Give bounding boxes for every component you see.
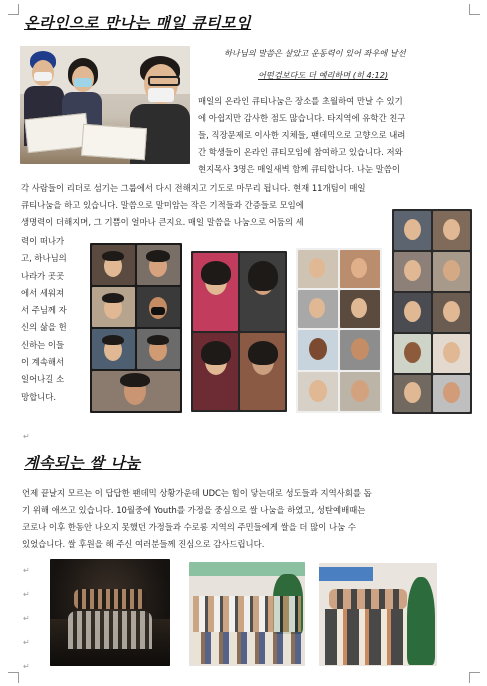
side-line: 일어나길 소 [21, 374, 65, 385]
intro-line: 들, 직장문제로 이사한 지체들, 팬데믹으로 고향으로 내려 [198, 129, 406, 140]
paragraph-mark: ↵ [23, 638, 30, 647]
paragraph-mark: ↵ [23, 614, 30, 623]
side-line: 망합니다. [21, 391, 57, 402]
rice-distribution-photo-2 [319, 563, 437, 666]
paragraph-line: 기 위해 애쓰고 있습니다. 10월중에 Youth를 가정을 중심으로 쌀 나눔을 하였고, 성탄예배때는 [22, 504, 366, 515]
side-line: 이 계속해서 [21, 357, 65, 368]
paragraph-mark: ↵ [23, 590, 30, 599]
intro-line: 매일의 온라인 큐티나눔은 장소를 초월하여 만날 수 있기 [198, 96, 403, 106]
video-call-collage-2 [191, 251, 287, 412]
paragraph-line: 있었습니다. 쌀 후원을 해 주신 여러분들께 진심으로 감사드립니다. [22, 538, 265, 549]
video-call-collage-1 [90, 243, 182, 413]
rice-distribution-photo-1 [189, 562, 305, 666]
paragraph-mark: ↵ [23, 566, 30, 575]
bible-verse-line-2: 어떤검보다도 더 예리하며 (히 4:12) [258, 70, 389, 80]
corner-mark-bottom-right [469, 672, 480, 683]
paragraph-mark: ↵ [23, 432, 30, 441]
paragraph-line: 코로나 이후 한동안 나오지 못했던 가정들과 수로롱 지역의 주민들에게 쌀을 더 많이 나눔 수 [22, 521, 356, 532]
side-line: 력이 떠나가 [21, 236, 65, 246]
intro-line: 현지목사 3명은 매일새벽 함께 큐티합니다. 나눈 말씀이 [198, 163, 400, 174]
side-line: 고, 하나님의 [21, 253, 67, 264]
night-gathering-photo [50, 559, 170, 666]
side-line: 에서 세워져 [21, 287, 65, 298]
side-line: 서 주님께 자 [21, 305, 67, 316]
corner-mark-top-right [469, 4, 480, 15]
corner-mark-top-left [8, 4, 19, 15]
rice-sharing-paragraph [22, 485, 462, 553]
qt-group-photo [20, 46, 190, 164]
side-line: 신하는 이들 [21, 339, 65, 350]
side-column-paragraph [21, 233, 87, 406]
video-call-collage-4 [392, 209, 472, 414]
paragraph-line: 언제 끝날지 모르는 이 답답한 팬데믹 상황가운데 UDC는 힘이 닿는대로 성도들과 지역사회를 돕 [22, 488, 372, 498]
section-title-rice-sharing: 계속되는 쌀 나눔 [24, 454, 141, 472]
paragraph-mark: ↵ [23, 662, 30, 671]
intro-line: 에 아쉽지만 감사한 점도 많습니다. 타지역에 유학간 친구 [198, 112, 406, 123]
bible-verse-line-1: 하나님의 말씀은 살았고 운동력이 있어 좌우에 날선 [224, 48, 406, 58]
section-title-online-qt: 온라인으로 만나는 매일 큐티모임 [24, 14, 252, 32]
paragraph-line: 생명력이 더해지며, 그 기쁨이 얼마나 큰지요. 매일 말씀을 나눔으로 어둠의 세 [21, 216, 304, 227]
paragraph-line: 각 사람들이 리더로 섬기는 그룹에서 다시 전해지고 기도로 마무리 됩니다. 현재 11개팀이 매일 [21, 183, 366, 193]
video-call-collage-3 [296, 248, 382, 413]
intro-line: 간 학생들이 온라인 큐티모임에 참여하고 있습니다. 저와 [198, 146, 403, 157]
side-line: 신의 삶을 헌 [21, 322, 67, 333]
side-line: 나라가 곳곳 [21, 270, 65, 281]
intro-paragraph [198, 93, 460, 178]
corner-mark-bottom-left [8, 672, 19, 683]
paragraph-line: 큐티나눔을 하고 있습니다. 말씀으로 말미암는 작은 기적들과 간증들로 모임에 [21, 199, 304, 210]
